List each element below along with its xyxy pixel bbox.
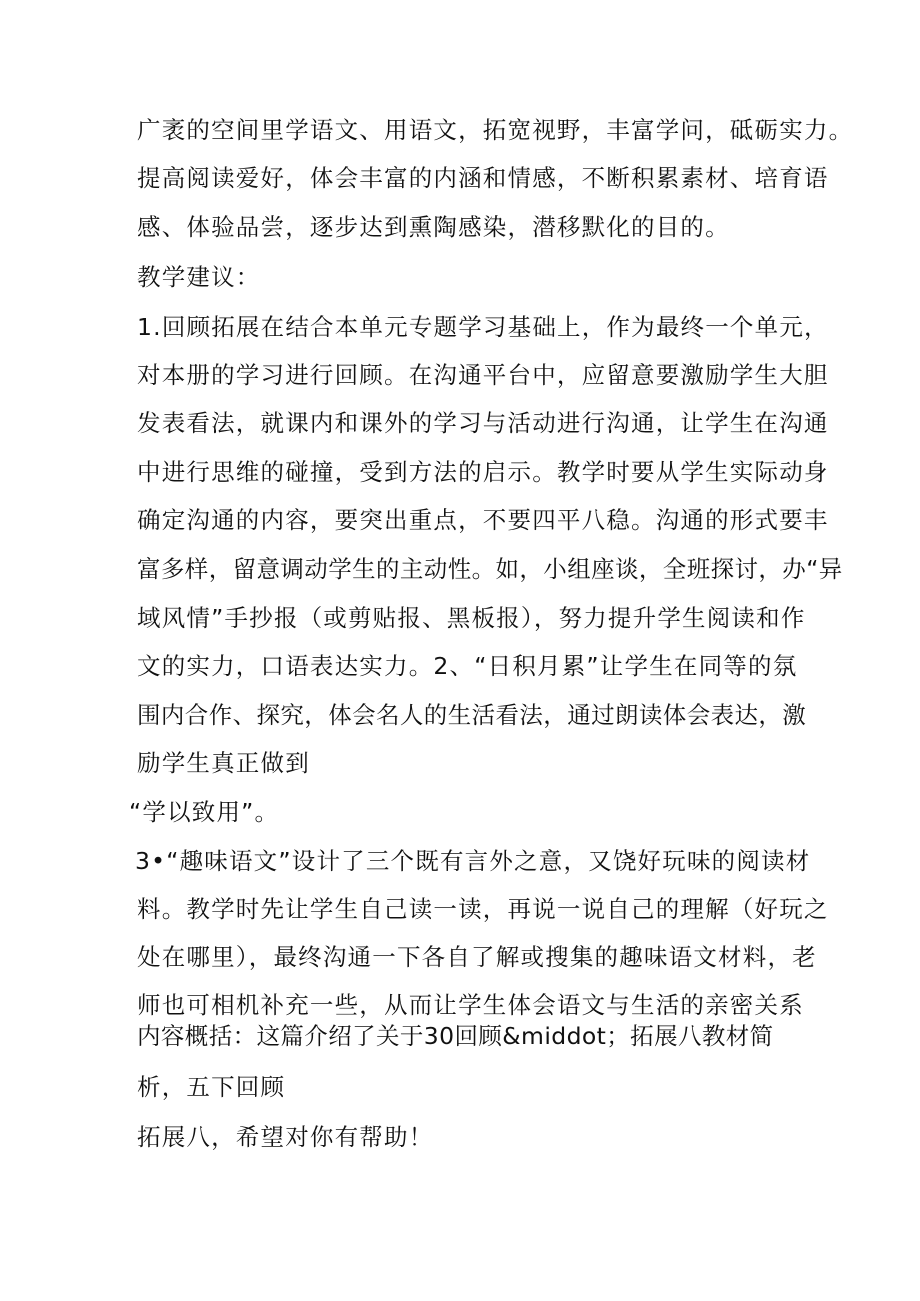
text-line: 域风情”手抄报（或剪贴报、黑板报），努力提升学生阅读和作 [137,604,806,632]
text-line: 围内合作、探究，体会名人的生活看法，通过朗读体会表达，激 [137,701,807,729]
text-line: 感、体验品尝，逐步达到熏陶感染，潜移默化的目的。 [137,213,730,241]
text-line: “学以致用”。 [129,798,280,826]
text-line: 1.回顾拓展在结合本单元专题学习基础上，作为最终一个单元， [137,313,829,341]
section-heading: 教学建议： [137,263,261,291]
text-line: 广袤的空间里学语文、用语文，拓宽视野，丰富学问，砥砺实力。 [137,116,854,144]
text-line: 3•“趣味语文”设计了三个既有言外之意，又饶好玩味的阅读材 [135,847,811,875]
summary-line: 内容概括：这篇介绍了关于30回顾&middot；拓展八教材简 [137,1022,774,1050]
text-line: 处在哪里），最终沟通一下各自了解或搜集的趣味语文材料，老 [137,943,817,971]
text-line: 励学生真正做到 [137,749,310,777]
text-line: 确定沟通的内容，要突出重点，不要四平八稳。沟通的形式要丰 [137,506,829,534]
text-line: 富多样，留意调动学生的主动性。如，小组座谈，全班探讨，办“异 [137,555,843,583]
text-line: 提高阅读爱好，体会丰富的内涵和情感，不断积累素材、培育语 [137,164,829,192]
text-line: 发表看法，就课内和课外的学习与活动进行沟通，让学生在沟通 [137,409,829,437]
text-line: 对本册的学习进行回顾。在沟通平台中，应留意要激励学生大胆 [137,361,829,389]
text-line: 料。教学时先让学生自己读一读，再说一说自己的理解（好玩之 [137,895,829,923]
summary-line: 析，五下回顾 [137,1073,286,1101]
text-line: 中进行思维的碰撞，受到方法的启示。教学时要从学生实际动身 [137,458,829,486]
text-line: 文的实力，口语表达实力。2、“日积月累”让学生在同等的氛 [137,652,798,680]
text-line: 师也可相机补充一些，从而让学生体会语文与生活的亲密关系 [137,991,804,1019]
summary-line: 拓展八，希望对你有帮助！ [137,1123,434,1151]
